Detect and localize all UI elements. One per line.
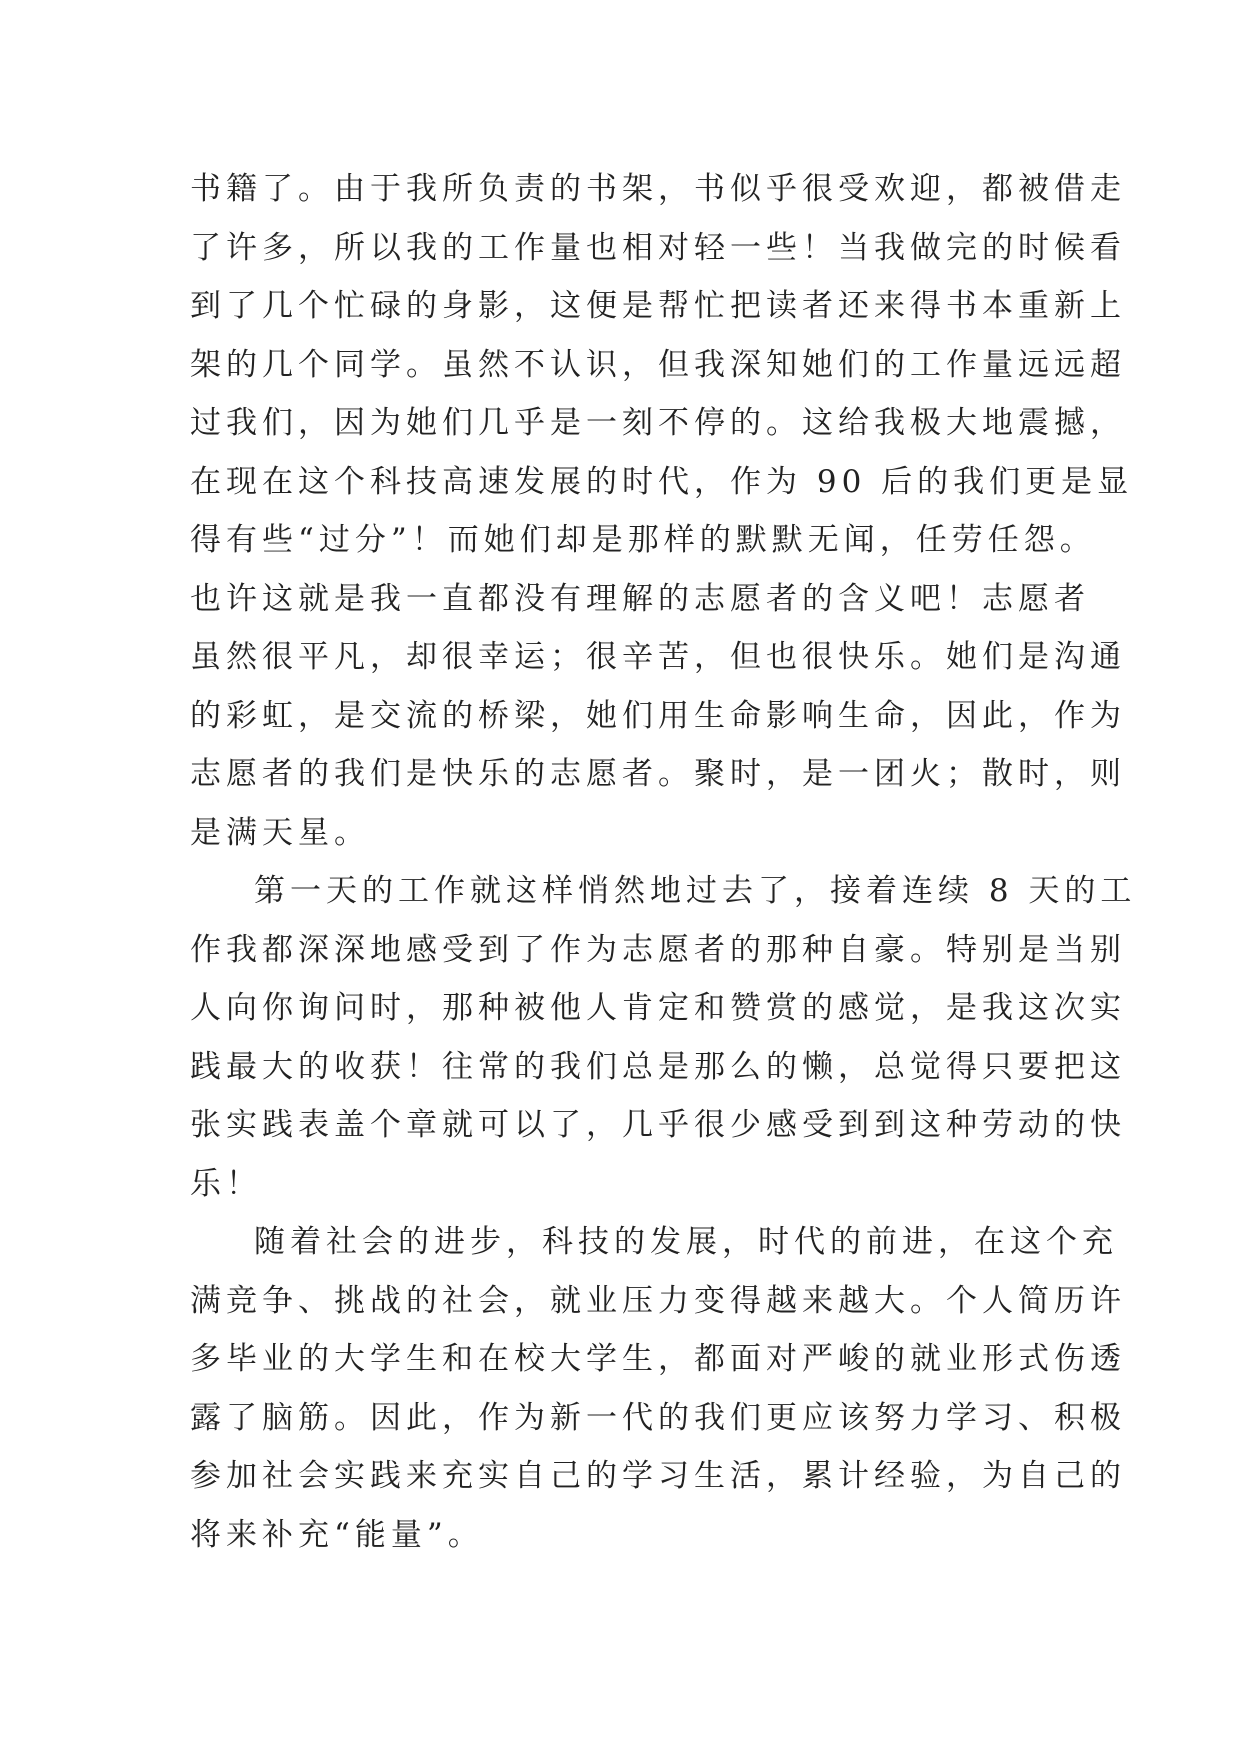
text-line: 到了几个忙碌的身影，这便是帮忙把读者还来得书本重新上 bbox=[190, 288, 1126, 324]
text-line: 过我们，因为她们几乎是一刻不停的。这给我极大地震撼， bbox=[190, 405, 1126, 441]
text-line: 露了脑筋。因此，作为新一代的我们更应该努力学习、积极 bbox=[190, 1399, 1126, 1436]
paragraph-1 bbox=[190, 160, 1134, 862]
text-line: 乐！ bbox=[190, 1165, 262, 1202]
text-line: 参加社会实践来充实自己的学习生活，累计经验，为自己的 bbox=[190, 1458, 1126, 1494]
text-line-indented: 随着社会的进步，科技的发展，时代的前进，在这个充 bbox=[254, 1224, 1118, 1260]
text-line: 架的几个同学。虽然不认识，但我深知她们的工作量远远超 bbox=[190, 346, 1126, 383]
text-line: 了许多，所以我的工作量也相对轻一些！当我做完的时候看 bbox=[190, 229, 1126, 266]
text-line: 践最大的收获！往常的我们总是那么的懒，总觉得只要把这 bbox=[190, 1048, 1126, 1085]
text-line: 书籍了。由于我所负责的书架，书似乎很受欢迎，都被借走 bbox=[190, 171, 1126, 207]
text-line: 多毕业的大学生和在校大学生，都面对严峻的就业形式伤透 bbox=[190, 1341, 1126, 1377]
text-line: 的彩虹，是交流的桥梁，她们用生命影响生命，因此，作为 bbox=[190, 697, 1126, 734]
text-line: 将来补充“能量”。 bbox=[190, 1516, 484, 1553]
text-line: 人向你询问时，那种被他人肯定和赞赏的感觉，是我这次实 bbox=[190, 990, 1126, 1026]
body-text bbox=[190, 160, 1137, 1564]
text-line: 虽然很平凡，却很幸运；很辛苦，但也很快乐。她们是沟通 bbox=[190, 639, 1126, 675]
text-line: 作我都深深地感受到了作为志愿者的那种自豪。特别是当别 bbox=[190, 931, 1126, 968]
text-line: 满竞争、挑战的社会，就业压力变得越来越大。个人简历许 bbox=[190, 1282, 1126, 1319]
text-line: 张实践表盖个章就可以了，几乎很少感受到到这种劳动的快 bbox=[190, 1107, 1126, 1143]
text-line-indented: 第一天的工作就这样悄然地过去了，接着连续 8 天的工 bbox=[254, 873, 1137, 909]
text-line: 在现在这个科技高速发展的时代，作为 90 后的我们更是显 bbox=[190, 463, 1134, 500]
text-line: 也许这就是我一直都没有理解的志愿者的含义吧！志愿者 bbox=[190, 580, 1090, 617]
paragraph-2 bbox=[190, 862, 1137, 1213]
paragraph-3 bbox=[190, 1213, 1126, 1564]
text-line: 志愿者的我们是快乐的志愿者。聚时，是一团火；散时，则 bbox=[190, 756, 1126, 792]
text-line: 是满天星。 bbox=[190, 814, 370, 851]
text-line: 得有些“过分”！而她们却是那样的默默无闻，任劳任怨。 bbox=[190, 522, 1096, 558]
